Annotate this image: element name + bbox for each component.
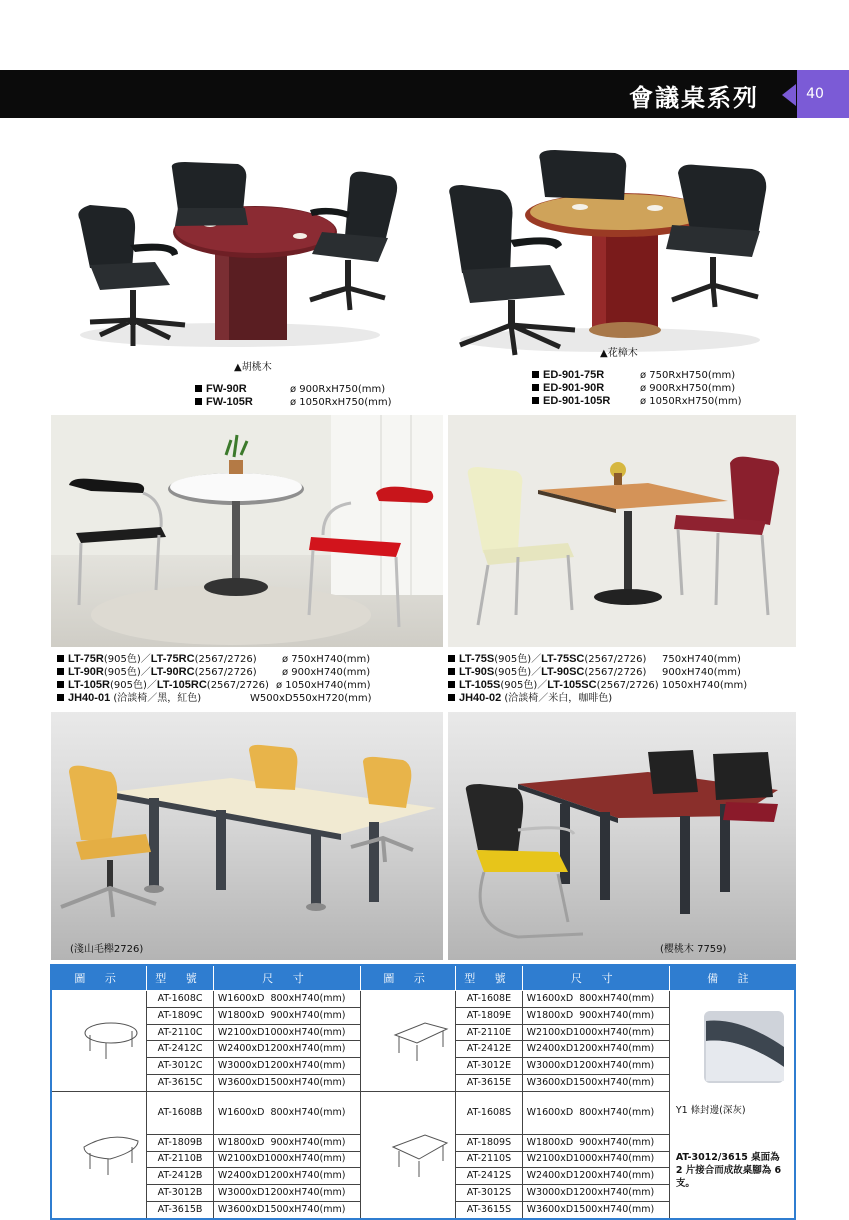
spec-model: LT-90S (459, 666, 495, 678)
size-cell: W3600xD1500xH740(mm) (213, 1075, 360, 1092)
spec-model: LT-75S (459, 653, 495, 665)
model-cell: AT-1809C (147, 1007, 214, 1024)
size-cell: W3000xD1200xH740(mm) (213, 1058, 360, 1075)
table-shape-oval-icon (51, 991, 147, 1092)
photo-lt-round-table-scene (51, 415, 443, 647)
spec-color: (2567/2726) (596, 680, 659, 691)
spec-model: JH40-02 (459, 692, 502, 704)
spec-model: FW-105R (206, 396, 253, 408)
spec-size: ø 750RxH750(mm) (640, 370, 736, 381)
spec-row (532, 395, 610, 408)
spec-row (448, 692, 612, 705)
size-cell: W1800xD 900xH740(mm) (522, 1007, 669, 1024)
model-cell: AT-1608C (147, 991, 214, 1008)
spec-model: LT-90RC (150, 666, 195, 678)
model-cell: AT-2110C (147, 1024, 214, 1041)
size-cell: W2400xD1200xH740(mm) (522, 1041, 669, 1058)
spec-row (532, 369, 604, 382)
size-cell: W2400xD1200xH740(mm) (213, 1041, 360, 1058)
photo-walnut-round-table (60, 150, 400, 370)
col-header-icon: 圖 示 (361, 965, 456, 991)
col-header-icon: 圖 示 (51, 965, 147, 991)
model-cell: AT-3012C (147, 1058, 214, 1075)
col-header-size: 尺 寸 (213, 965, 360, 991)
model-cell: AT-1809S (456, 1134, 522, 1151)
col-header-size: 尺 寸 (522, 965, 669, 991)
note-text: AT-3012/3615 桌面為 2 片接合而成故桌腳為 6 支。 (675, 1152, 782, 1189)
photo-beech-rect-table-scene (51, 712, 443, 960)
spec-model: LT-90SC (541, 666, 585, 678)
spec-model: LT-75SC (541, 653, 585, 665)
col-header-model: 型 號 (456, 965, 522, 991)
model-cell: AT-2110E (456, 1024, 522, 1041)
size-cell: W2100xD1000xH740(mm) (213, 1024, 360, 1041)
model-cell: AT-1809B (147, 1134, 214, 1151)
spec-size: 1050xH740(mm) (661, 680, 748, 691)
material-label-walnut: ▲胡桃木 (234, 362, 272, 373)
size-cell: W1600xD 800xH740(mm) (522, 991, 669, 1008)
size-cell: W2100xD1000xH740(mm) (213, 1151, 360, 1168)
spec-size: ø 1050RxH750(mm) (290, 397, 392, 408)
model-cell: AT-3012B (147, 1185, 214, 1202)
size-cell: W1600xD 800xH740(mm) (522, 1092, 669, 1135)
size-cell: W3000xD1200xH740(mm) (522, 1058, 669, 1075)
model-cell: AT-2412S (456, 1168, 522, 1185)
spec-color: (2567/2726) (194, 654, 257, 665)
model-cell: AT-3615C (147, 1075, 214, 1092)
table-row (51, 991, 795, 1008)
spec-color: (2567/2726) (584, 667, 647, 678)
spec-size: ø 900RxH750(mm) (290, 384, 386, 395)
spec-model: LT-105S (459, 679, 501, 691)
col-header-model: 型 號 (147, 965, 214, 991)
page-number: 40 (806, 86, 824, 102)
spec-color: (2567/2726) (584, 654, 647, 665)
spec-size: ø 900RxH750(mm) (640, 383, 736, 394)
spec-size: W500xD550xH720(mm) (250, 693, 372, 704)
model-cell: AT-2412E (456, 1041, 522, 1058)
photo-lt-square-table-scene (448, 415, 796, 647)
spec-model: LT-105RC (156, 679, 207, 691)
spec-row (448, 679, 747, 692)
spec-size: ø 900xH740(mm) (282, 667, 371, 678)
photo-caption-cherry: (櫻桃木 7759) (660, 944, 727, 955)
size-cell: W3600xD1500xH740(mm) (213, 1201, 360, 1219)
spec-model: LT-90R (68, 666, 104, 678)
model-cell: AT-1608B (147, 1092, 214, 1135)
spec-model: ED-901-105R (543, 395, 611, 407)
edge-banding-swatch (700, 1007, 788, 1087)
spec-color: (905色)／ (500, 680, 548, 691)
spec-table (50, 964, 796, 1220)
size-cell: W1800xD 900xH740(mm) (213, 1134, 360, 1151)
model-cell: AT-1809E (456, 1007, 522, 1024)
spec-row (448, 653, 646, 666)
size-cell: W2100xD1000xH740(mm) (522, 1151, 669, 1168)
model-cell: AT-3615S (456, 1201, 522, 1219)
photo-caption-beech: (淺山毛櫸2726) (70, 944, 144, 955)
size-cell: W2100xD1000xH740(mm) (522, 1024, 669, 1041)
spec-color: (905色)／ (103, 654, 151, 665)
spec-model: LT-75R (68, 653, 104, 665)
spec-model: LT-105SC (547, 679, 597, 691)
model-cell: AT-3615B (147, 1201, 214, 1219)
edge-caption: Y1 條封邊(深灰) (675, 1105, 746, 1116)
spec-size: ø 1050RxH750(mm) (640, 396, 742, 407)
col-header-note: 備 註 (669, 965, 795, 991)
spec-row (195, 396, 253, 409)
spec-color: (905色)／ (103, 667, 151, 678)
spec-model: ED-901-90R (543, 382, 605, 394)
spec-row (57, 653, 257, 666)
spec-color: (905色)／ (494, 667, 542, 678)
size-cell: W1800xD 900xH740(mm) (213, 1007, 360, 1024)
size-cell: W3600xD1500xH740(mm) (522, 1201, 669, 1219)
spec-color: (2567/2726) (194, 667, 257, 678)
model-cell: AT-1608E (456, 991, 522, 1008)
spec-model: FW-90R (206, 383, 247, 395)
size-cell: W3600xD1500xH740(mm) (522, 1075, 669, 1092)
spec-model: JH40-01 (68, 692, 111, 704)
model-cell: AT-3012E (456, 1058, 522, 1075)
size-cell: W3000xD1200xH740(mm) (522, 1185, 669, 1202)
spec-color: (洽談椅／米白，咖啡色) (504, 693, 613, 704)
size-cell: W1800xD 900xH740(mm) (522, 1134, 669, 1151)
table-shape-rect-icon (361, 991, 456, 1092)
size-cell: W1600xD 800xH740(mm) (213, 991, 360, 1008)
spec-model: LT-75RC (150, 653, 195, 665)
spec-row (57, 679, 269, 692)
model-cell: AT-2110B (147, 1151, 214, 1168)
spec-row (195, 383, 247, 396)
spec-color: (洽談椅／黑，紅色) (113, 693, 202, 704)
spec-row (57, 692, 201, 705)
size-cell: W2400xD1200xH740(mm) (522, 1168, 669, 1185)
model-cell: AT-2412C (147, 1041, 214, 1058)
material-label-camphor: ▲花樟木 (600, 348, 638, 359)
spec-size: 750xH740(mm) (662, 654, 741, 665)
spec-row (448, 666, 646, 679)
spec-color: (905色)／ (109, 680, 157, 691)
spec-model: LT-105R (68, 679, 110, 691)
page-title: 會議桌系列 (629, 84, 759, 112)
model-cell: AT-2110S (456, 1151, 522, 1168)
spec-color: (905色)／ (494, 654, 542, 665)
spec-size: 900xH740(mm) (662, 667, 741, 678)
model-cell: AT-3615E (456, 1075, 522, 1092)
size-cell: W2400xD1200xH740(mm) (213, 1168, 360, 1185)
model-cell: AT-2412B (147, 1168, 214, 1185)
spec-size: ø 750xH740(mm) (282, 654, 371, 665)
spec-row (57, 666, 257, 679)
model-cell: AT-1608S (456, 1092, 522, 1135)
note-cell (669, 991, 795, 1220)
spec-size: ø 1050xH740(mm) (276, 680, 371, 691)
size-cell: W3000xD1200xH740(mm) (213, 1185, 360, 1202)
photo-camphor-round-table (440, 145, 780, 360)
size-cell: W1600xD 800xH740(mm) (213, 1092, 360, 1135)
model-cell: AT-3012S (456, 1185, 522, 1202)
table-header-row (51, 965, 795, 991)
spec-row (532, 382, 604, 395)
page-tab-arrow (782, 84, 796, 106)
spec-color: (2567/2726) (206, 680, 269, 691)
spec-model: ED-901-75R (543, 369, 605, 381)
photo-cherry-boat-table-scene (448, 712, 796, 960)
